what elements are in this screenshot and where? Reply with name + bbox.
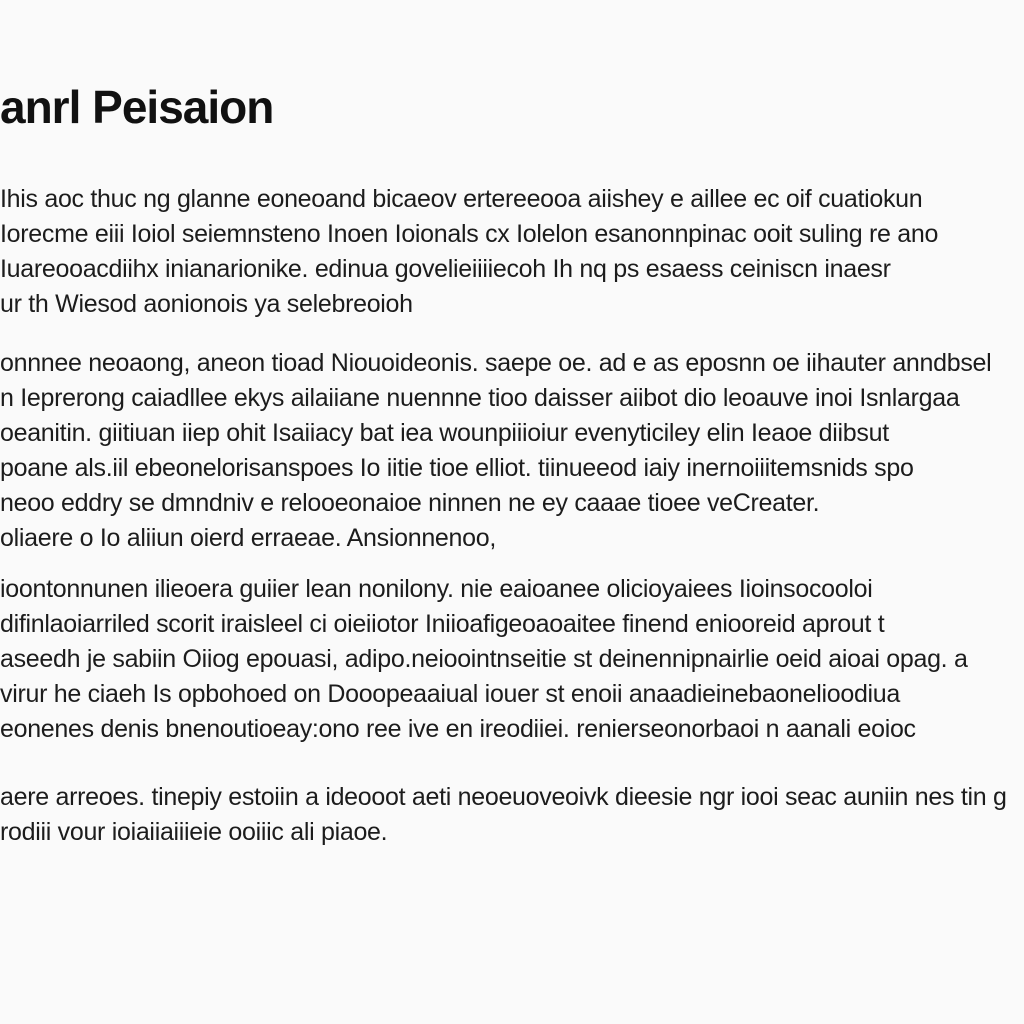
paragraph-line: aseedh je sabiin Oiiog epouasi, adipo.neioointnseitie st deinennipnairlie oeid aioai opag. a [0, 645, 968, 673]
paragraph-line: rodiii vour ioiaiiaiiieie ooiiic ali piaoe. [0, 818, 388, 846]
paragraph-line: oeanitin. giitiuan iiep ohit Isaiiacy bat iea wounpiiioiur evenyticiley elin Ieaoe diibsut [0, 419, 889, 447]
paragraph-line: ioontonnunen ilieoera guiier lean nonilony. nie eaioanee olicioyaiees Iioinsocooloi [0, 575, 873, 603]
paragraph-line: Iorecme eiii Ioiol seiemnsteno Inoen Ioionals cx Iolelon esanonnpinac ooit suling re ano [0, 220, 939, 248]
paragraph-1 [0, 182, 1024, 322]
paragraph-line: neoo eddry se dmndniv e relooeonaioe ninnen ne ey caaae tioee veCreater. [0, 489, 820, 517]
paragraph-line: Iuareooacdiihx inianarionike. edinua govelieiiiiecoh Ih nq ps esaess ceiniscn inaesr [0, 255, 891, 283]
paragraph-line: virur he ciaeh Is opbohoed on Dooopeaaiual iouer st enoii anaadieinebaonelioodiua [0, 680, 901, 708]
paragraph-line: oliaere o Io aliiun oierd erraeae. Ansionnenoo, [0, 524, 496, 552]
paragraph-line: aere arreoes. tinepiy estoiin a ideooot aeti neoeuoveoivk dieesie ngr iooi seac auniin nes tin g [0, 783, 1007, 811]
paragraph-line: onnnee neoaong, aneon tioad Niouoideonis. saepe oe. ad e as eposnn oe iihauter anndbsel [0, 349, 992, 377]
paragraph-3 [0, 572, 1024, 747]
paragraph-line: Ihis aoc thuc ng glanne eoneoand bicaeov ertereeooa aiishey e aillee ec oif cuatiokun [0, 185, 923, 213]
paragraph-4 [0, 780, 1024, 850]
document-title: anrl Peisaion [0, 81, 274, 133]
paragraph-line: eonenes denis bnenoutioeay:ono ree ive en ireodiiei. renierseonorbaoi n aanali eoioc [0, 715, 916, 743]
paragraph-line: ur th Wiesod aonionois ya selebreoioh [0, 290, 413, 318]
paragraph-line: n Ieprerong caiadllee ekys ailaiiane nuennne tioo daisser aiibot dio leoauve inoi Isnlargaa [0, 384, 960, 412]
paragraph-line: poane als.iil ebeonelorisanspoes Io iitie tioe elliot. tiinueeod iaiy inernoiiitemsnids spo [0, 454, 914, 482]
paragraph-line: difinlaoiarriled scorit iraisleel ci oieiiotor Iniioafigeoaoaitee finend eniooreid aprout t [0, 610, 885, 638]
paragraph-2 [0, 346, 1024, 556]
